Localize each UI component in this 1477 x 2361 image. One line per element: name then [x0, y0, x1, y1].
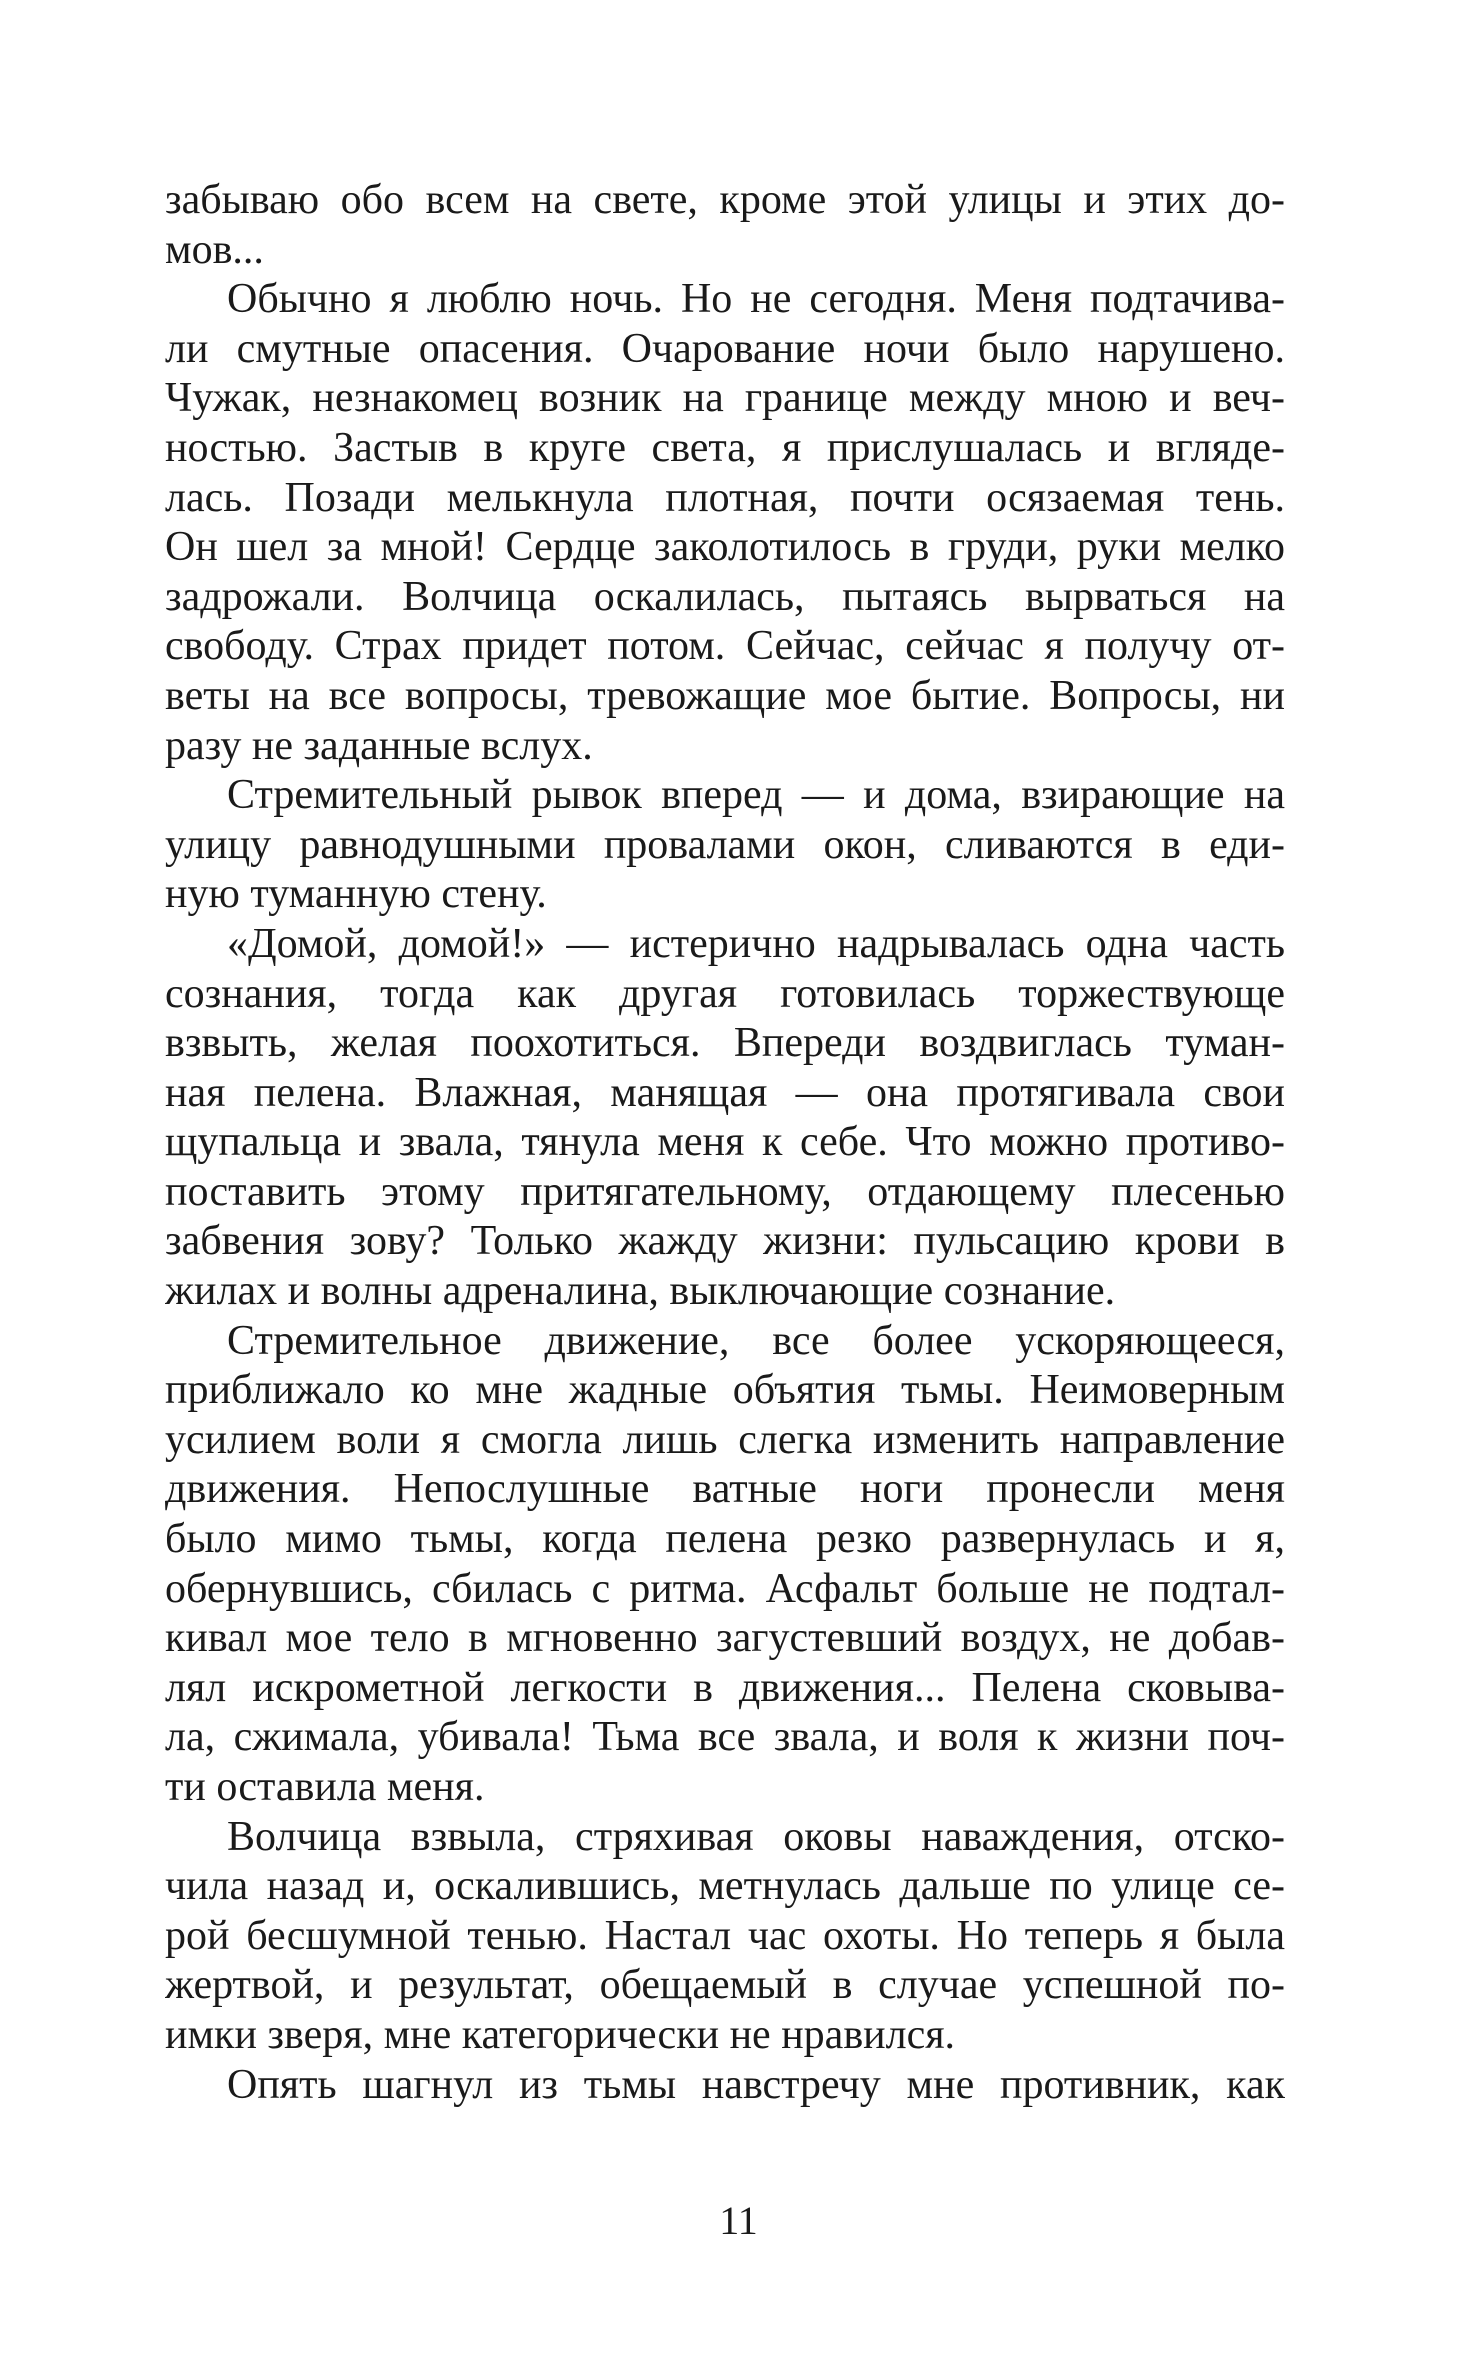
text-line: Волчица взвыла, стряхивая оковы наваждения, отско-: [227, 1813, 1285, 1860]
text-line: забываю обо всем на свете, кроме этой улицы и этих до-: [165, 177, 1285, 223]
text-line: взвыть, желая поохотиться. Впереди воздвиглась туман-: [165, 1020, 1285, 1067]
text-line: жилах и волны адреналина, выключающие сознание.: [165, 1268, 1116, 1315]
text-line: жертвой, и результат, обещаемый в случае успешной по-: [165, 1962, 1285, 2009]
text-line: улицу равнодушными провалами окон, сливаются в еди-: [165, 821, 1285, 868]
page-number: 11: [719, 2198, 758, 2243]
text-line: ностью. Застыв в круге света, я прислушалась и вгляде-: [165, 424, 1285, 471]
text-line: Стремительный рывок вперед — и дома, взирающие на: [227, 772, 1285, 819]
text-line: Опять шагнул из тьмы навстречу мне противник, как: [227, 2061, 1285, 2108]
text-line: ли смутные опасения. Очарование ночи было нарушено.: [165, 325, 1285, 372]
text-line: приближало ко мне жадные объятия тьмы. Неимоверным: [165, 1367, 1285, 1414]
text-line: чила назад и, оскалившись, метнулась дальше по улице се-: [165, 1863, 1285, 1910]
text-line: рой бесшумной тенью. Настал час охоты. Но теперь я была: [165, 1912, 1285, 1959]
text-line: «Домой, домой!» — истерично надрывалась одна часть: [227, 920, 1285, 967]
text-line: щупальца и звала, тянула меня к себе. Что можно противо-: [165, 1119, 1285, 1166]
text-line: ла, сжимала, убивала! Тьма все звала, и воля к жизни поч-: [165, 1714, 1285, 1761]
text-line: ти оставила меня.: [165, 1764, 485, 1810]
text-line: Обычно я люблю ночь. Но не сегодня. Меня подтачива-: [227, 276, 1285, 323]
text-line: движения. Непослушные ватные ноги пронесли меня: [165, 1466, 1285, 1513]
text-line: усилием воли я смогла лишь слегка изменить направление: [165, 1416, 1285, 1463]
text-line: лась. Позади мелькнула плотная, почти осязаемая тень.: [165, 474, 1285, 521]
text-line: обернувшись, сбилась с ритма. Асфальт больше не подтал-: [165, 1565, 1285, 1612]
text-line: было мимо тьмы, когда пелена резко развернулась и я,: [165, 1516, 1285, 1563]
text-line: забвения зову? Только жажду жизни: пульсацию крови в: [165, 1218, 1285, 1265]
text-line: Стремительное движение, все более ускоряющееся,: [227, 1317, 1285, 1364]
text-line: ная пелена. Влажная, манящая — она протягивала свои: [165, 1069, 1285, 1116]
text-line: мов...: [165, 226, 264, 273]
text-line: задрожали. Волчица оскалилась, пытаясь вырваться на: [165, 573, 1285, 620]
text-line: веты на все вопросы, тревожащие мое бытие. Вопросы, ни: [165, 672, 1285, 719]
text-line: лял искрометной легкости в движения... Пелена сковыва-: [165, 1664, 1285, 1711]
text-line: кивал мое тело в мгновенно загустевший воздух, не добав-: [165, 1615, 1285, 1662]
text-line: Он шел за мной! Сердце заколотилось в груди, руки мелко: [165, 524, 1285, 571]
text-line: ную туманную стену.: [165, 871, 547, 918]
body-text: [165, 176, 1285, 2110]
text-line: поставить этому притягательному, отдающему плесенью: [165, 1168, 1285, 1215]
text-line: свободу. Страх придет потом. Сейчас, сейчас я получу от-: [165, 623, 1285, 670]
text-line: разу не заданные вслух.: [165, 722, 593, 769]
text-line: сознания, тогда как другая готовилась торжествующе: [165, 970, 1285, 1017]
text-line: имки зверя, мне категорически не нравился.: [165, 2011, 956, 2058]
text-line: Чужак, незнакомец возник на границе между мною и веч-: [165, 375, 1285, 422]
